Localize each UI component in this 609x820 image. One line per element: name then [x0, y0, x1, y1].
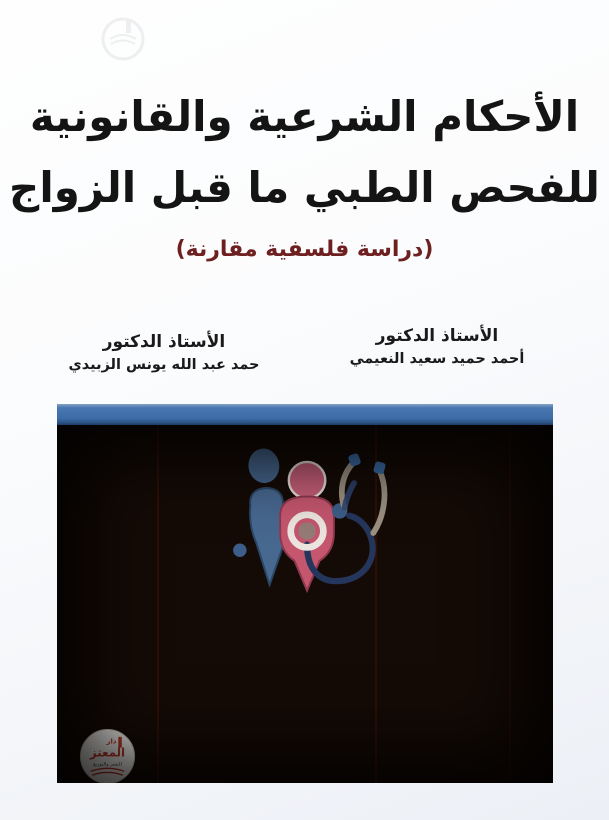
faint-watermark-logo [96, 5, 150, 67]
film-scratch [509, 425, 511, 783]
book-title-line1: الأحكام الشرعية والقانونية [29, 92, 580, 141]
publisher-logo-main-text: المعتز [89, 745, 126, 760]
male-figure-icon [233, 447, 285, 585]
cover-photo-panel [57, 425, 553, 783]
family-stethoscope-emblem [212, 437, 404, 629]
author-right-name: أحمد حميد سعيد النعيمي [349, 351, 525, 367]
author-left-honorific: الأستاذ الدكتور [102, 332, 226, 352]
author-block-left [50, 332, 278, 373]
film-scratch [157, 425, 159, 783]
publisher-roundel-logo [78, 727, 137, 783]
author-right-honorific: الأستاذ الدكتور [375, 326, 499, 346]
book-subtitle: (دراسة فلسفية مقارنة) [175, 237, 434, 262]
publisher-logo-top-text: دار [106, 737, 117, 746]
publisher-logo-sub-text: للنشر والتوزيع [93, 761, 122, 768]
book-title-line2: للفحص الطبي ما قبل الزواج [9, 163, 600, 212]
divider-band [57, 404, 553, 425]
author-left-name: حمد عبد الله يونس الزبيدي [68, 357, 260, 373]
watermark-logo-graphic [96, 5, 150, 67]
author-block-right [327, 326, 547, 367]
